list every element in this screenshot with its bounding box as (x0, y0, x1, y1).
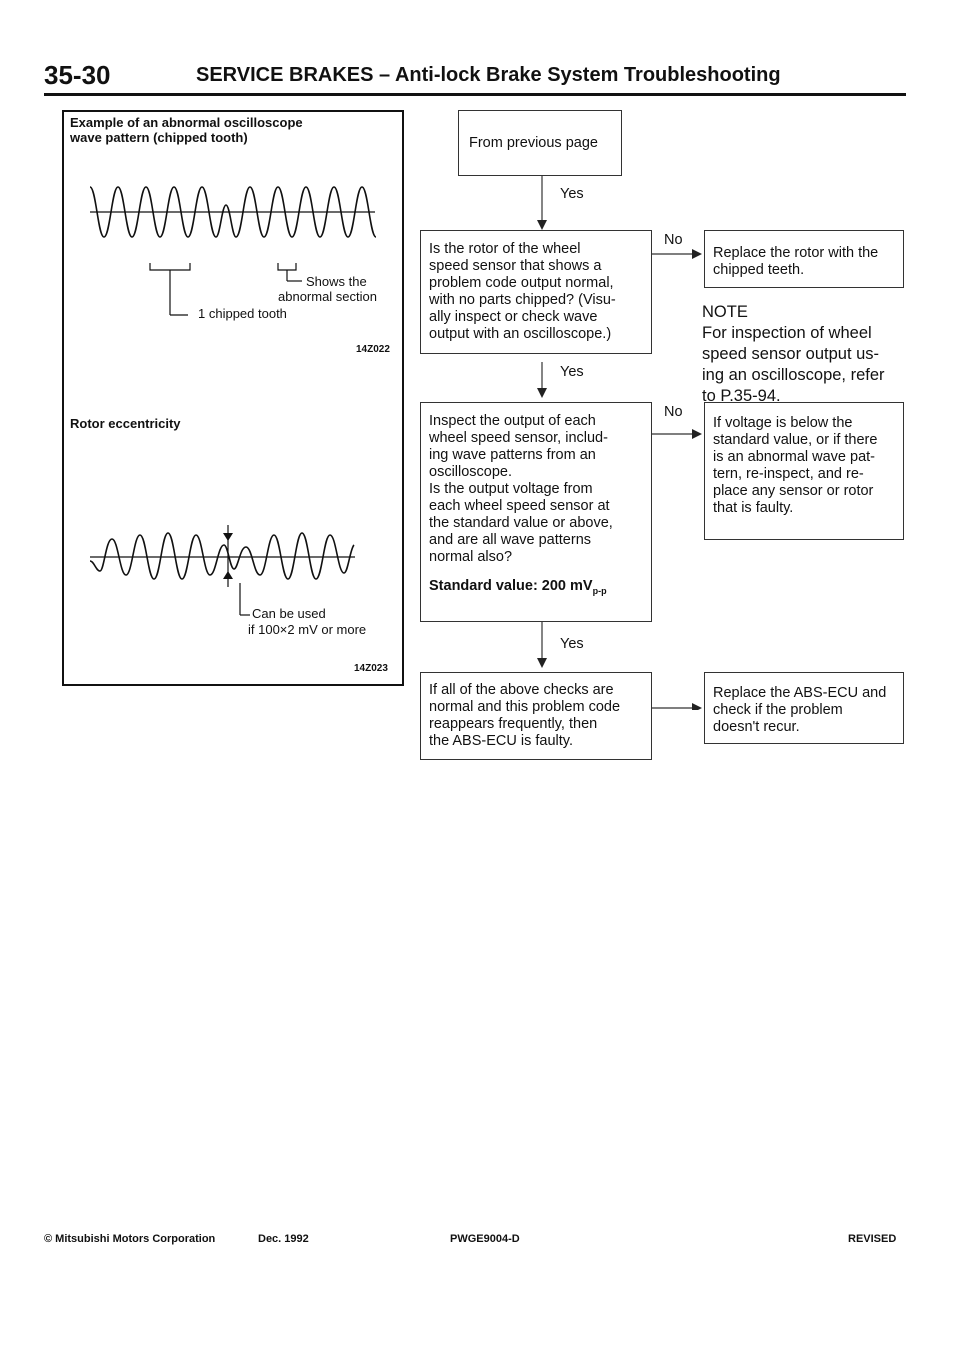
note-line: to P.35-94. (702, 387, 781, 405)
no-label-2: No (664, 404, 683, 420)
rotor-eccentricity-waveform (70, 525, 390, 625)
q3-line: If all of the above checks are (429, 682, 614, 698)
note-line: speed sensor output us- (702, 345, 880, 363)
a1-line: chipped teeth. (713, 262, 805, 278)
footer-doc-code: PWGE9004-D (450, 1233, 520, 1245)
a2-line: tern, re-inspect, and re- (713, 466, 864, 482)
a2-line: place any sensor or rotor (713, 483, 874, 499)
page-title: SERVICE BRAKES – Anti-lock Brake System Troubleshooting (196, 64, 781, 86)
q1-line: output with an oscilloscope.) (429, 326, 612, 342)
footer-copyright: © Mitsubishi Motors Corporation (44, 1233, 216, 1245)
replace-rotor-box (704, 230, 904, 288)
yes-label-3: Yes (560, 636, 584, 652)
q2-line: the standard value or above, (429, 515, 613, 531)
a3-line: doesn't recur. (713, 719, 800, 735)
q2-line: wheel speed sensor, includ- (429, 430, 608, 446)
footer-date: Dec. 1992 (258, 1233, 309, 1245)
q1-line: with no parts chipped? (Visu- (429, 292, 616, 308)
shows-label-2: abnormal section (278, 289, 377, 304)
q1-line: Is the rotor of the wheel (429, 241, 581, 257)
chipped-tooth-label: 1 chipped tooth (198, 306, 287, 321)
from-previous-page-box (458, 110, 622, 176)
q3-line: normal and this problem code (429, 699, 621, 715)
q2-line: Is the output voltage from (429, 481, 593, 497)
page-number: 35-30 (44, 60, 111, 90)
q2-line: normal also? (429, 549, 513, 565)
example-title-line1: Example of an abnormal oscilloscope (70, 115, 303, 130)
a3-line: check if the problem (713, 702, 843, 718)
q1-line: problem code output normal, (429, 275, 614, 291)
yes-label-2: Yes (560, 364, 584, 380)
q2-line: each wheel speed sensor at (429, 498, 610, 514)
q3-line: reappears frequently, then (429, 716, 598, 732)
example-title (70, 115, 303, 145)
note-line: For inspection of wheel (702, 324, 872, 342)
q2-line: Inspect the output of each (429, 413, 596, 429)
a1-line: Replace the rotor with the (713, 245, 879, 261)
q2-line: ing wave patterns from an (429, 447, 596, 463)
note-block (702, 302, 885, 407)
standard-value (429, 578, 643, 600)
example-title-line2: wave pattern (chipped tooth) (70, 130, 248, 145)
rotor-title: Rotor eccentricity (70, 416, 181, 431)
a3-line: Replace the ABS-ECU and (713, 685, 887, 701)
replace-ecu-box (704, 672, 904, 744)
shows-label-1: Shows the (306, 274, 367, 289)
header-rule (44, 93, 906, 96)
figure-code-1: 14Z022 (356, 344, 390, 355)
note-title: NOTE (702, 303, 748, 321)
a2-line: that is faulty. (713, 500, 794, 516)
q2-line: oscilloscope. (429, 464, 513, 480)
sensor-output-check-box (420, 402, 652, 622)
a2-line: standard value, or if there (713, 432, 878, 448)
can-be-used-1: Can be used (252, 606, 326, 621)
no-label-1: No (664, 232, 683, 248)
reinspect-box (704, 402, 904, 540)
q1-line: speed sensor that shows a (429, 258, 602, 274)
a2-line: If voltage is below the (713, 415, 853, 431)
footer-status: REVISED (848, 1233, 897, 1245)
q1-line: ally inspect or check wave (429, 309, 598, 325)
q3-line: the ABS-ECU is faulty. (429, 733, 573, 749)
from-previous-label: From previous page (469, 135, 598, 151)
can-be-used-2: if 100×2 mV or more (248, 622, 367, 637)
figure-code-2: 14Z023 (354, 663, 388, 674)
standard-value-text: Standard value: 200 mV (429, 578, 593, 594)
ecu-faulty-box (420, 672, 652, 760)
q2-line: and are all wave patterns (429, 532, 592, 548)
note-line: ing an oscilloscope, refer (702, 366, 885, 384)
rotor-check-box (420, 230, 652, 354)
a2-line: is an abnormal wave pat- (713, 449, 875, 465)
standard-value-sub: p-p (592, 585, 607, 596)
yes-label-1: Yes (560, 186, 584, 202)
